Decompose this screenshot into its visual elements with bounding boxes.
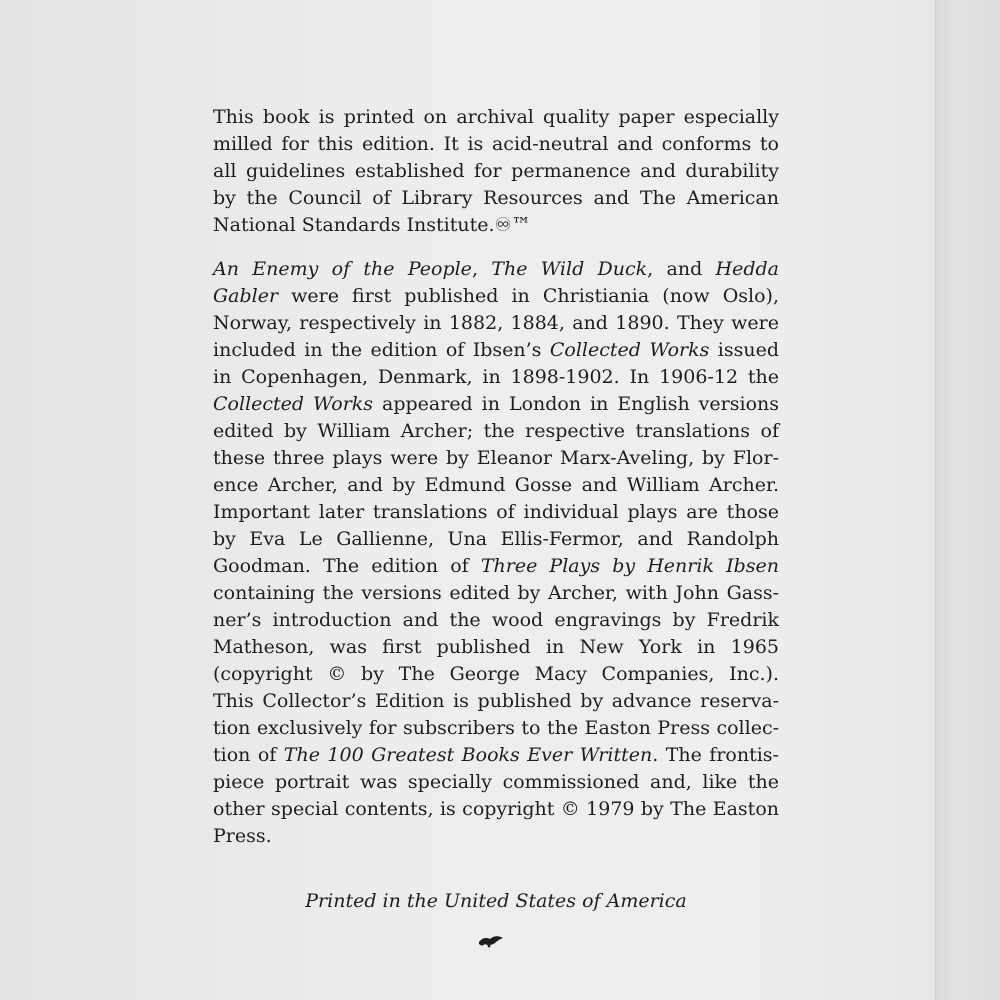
- text-line: in Copenhagen, Denmark, in 1898-1902. In 1906-12 the: [213, 366, 779, 388]
- book-title: Collected Works: [549, 339, 710, 361]
- text-line: [213, 742, 779, 769]
- paper-notice-paragraph: [213, 104, 779, 239]
- book-title: An Enemy of the People: [213, 258, 472, 280]
- text-line: milled for this edition. It is acid-neutral and conforms to: [213, 133, 779, 155]
- text-line: Matheson, was first published in New York in 1965: [213, 636, 779, 658]
- text-line: these three plays were by Eleanor Marx-Aveling, by Flor-: [213, 447, 779, 469]
- text-line: [213, 283, 779, 310]
- printer-ornament-icon: [476, 932, 506, 950]
- colophon-text: [213, 104, 779, 850]
- text-line: This book is printed on archival quality paper especially: [213, 106, 779, 128]
- text-line: other special contents, is copyright © 1979 by The Easton: [213, 798, 779, 820]
- text-line: [213, 553, 779, 580]
- book-title: Collected Works: [213, 393, 374, 415]
- book-title: Gabler: [213, 285, 279, 307]
- text-fragment: Goodman. The edition of: [213, 555, 481, 577]
- text-line: piece portrait was specially commissioned and, like the: [213, 771, 779, 793]
- text-fragment: tion of: [213, 744, 284, 766]
- book-title: Hedda: [715, 258, 779, 280]
- text-fragment: included in the edition of Ibsen’s: [213, 339, 550, 361]
- text-fragment: issued: [709, 339, 780, 361]
- text-line: ner’s introduction and the wood engravings by Fredrik: [213, 609, 779, 631]
- facing-page-edge: [935, 0, 1000, 1000]
- publication-history-paragraph: [213, 256, 779, 850]
- text-line: edited by William Archer; the respective translations of: [213, 420, 779, 442]
- text-line: all guidelines established for permanence and durability: [213, 160, 779, 182]
- text-line: [213, 256, 779, 283]
- text-line: (copyright © by The George Macy Companies, Inc.).: [213, 663, 779, 685]
- text-line: by Eva Le Gallienne, Una Ellis-Fermor, and Randolph: [213, 528, 779, 550]
- text-fragment: , and: [647, 258, 716, 280]
- text-fragment: were first published in Christiania (now Oslo),: [278, 285, 779, 307]
- text-line: tion exclusively for subscribers to the Easton Press collec-: [213, 717, 779, 739]
- text-fragment: appeared in London in English versions: [373, 393, 779, 415]
- text-fragment: . The frontis-: [652, 744, 779, 766]
- printed-in-usa-line: Printed in the United States of America: [305, 890, 687, 912]
- text-fragment: ,: [471, 258, 492, 280]
- text-line: Press.: [213, 825, 272, 847]
- text-line: containing the versions edited by Archer, with John Gass-: [213, 582, 779, 604]
- text-line: ence Archer, and by Edmund Gosse and William Archer.: [213, 474, 779, 496]
- text-line: [213, 391, 779, 418]
- text-line: Important later translations of individual plays are those: [213, 501, 779, 523]
- text-line: This Collector’s Edition is published by advance reserva-: [213, 690, 779, 712]
- book-title: The 100 Greatest Books Ever Written: [283, 744, 653, 766]
- text-line: National Standards Institute.♾™: [213, 214, 531, 236]
- book-title: The Wild Duck: [491, 258, 648, 280]
- text-line: [213, 337, 779, 364]
- text-line: by the Council of Library Resources and The American: [213, 187, 779, 209]
- text-line: Norway, respectively in 1882, 1884, and 1890. They were: [213, 312, 779, 334]
- book-title: Three Plays by Henrik Ibsen: [480, 555, 779, 577]
